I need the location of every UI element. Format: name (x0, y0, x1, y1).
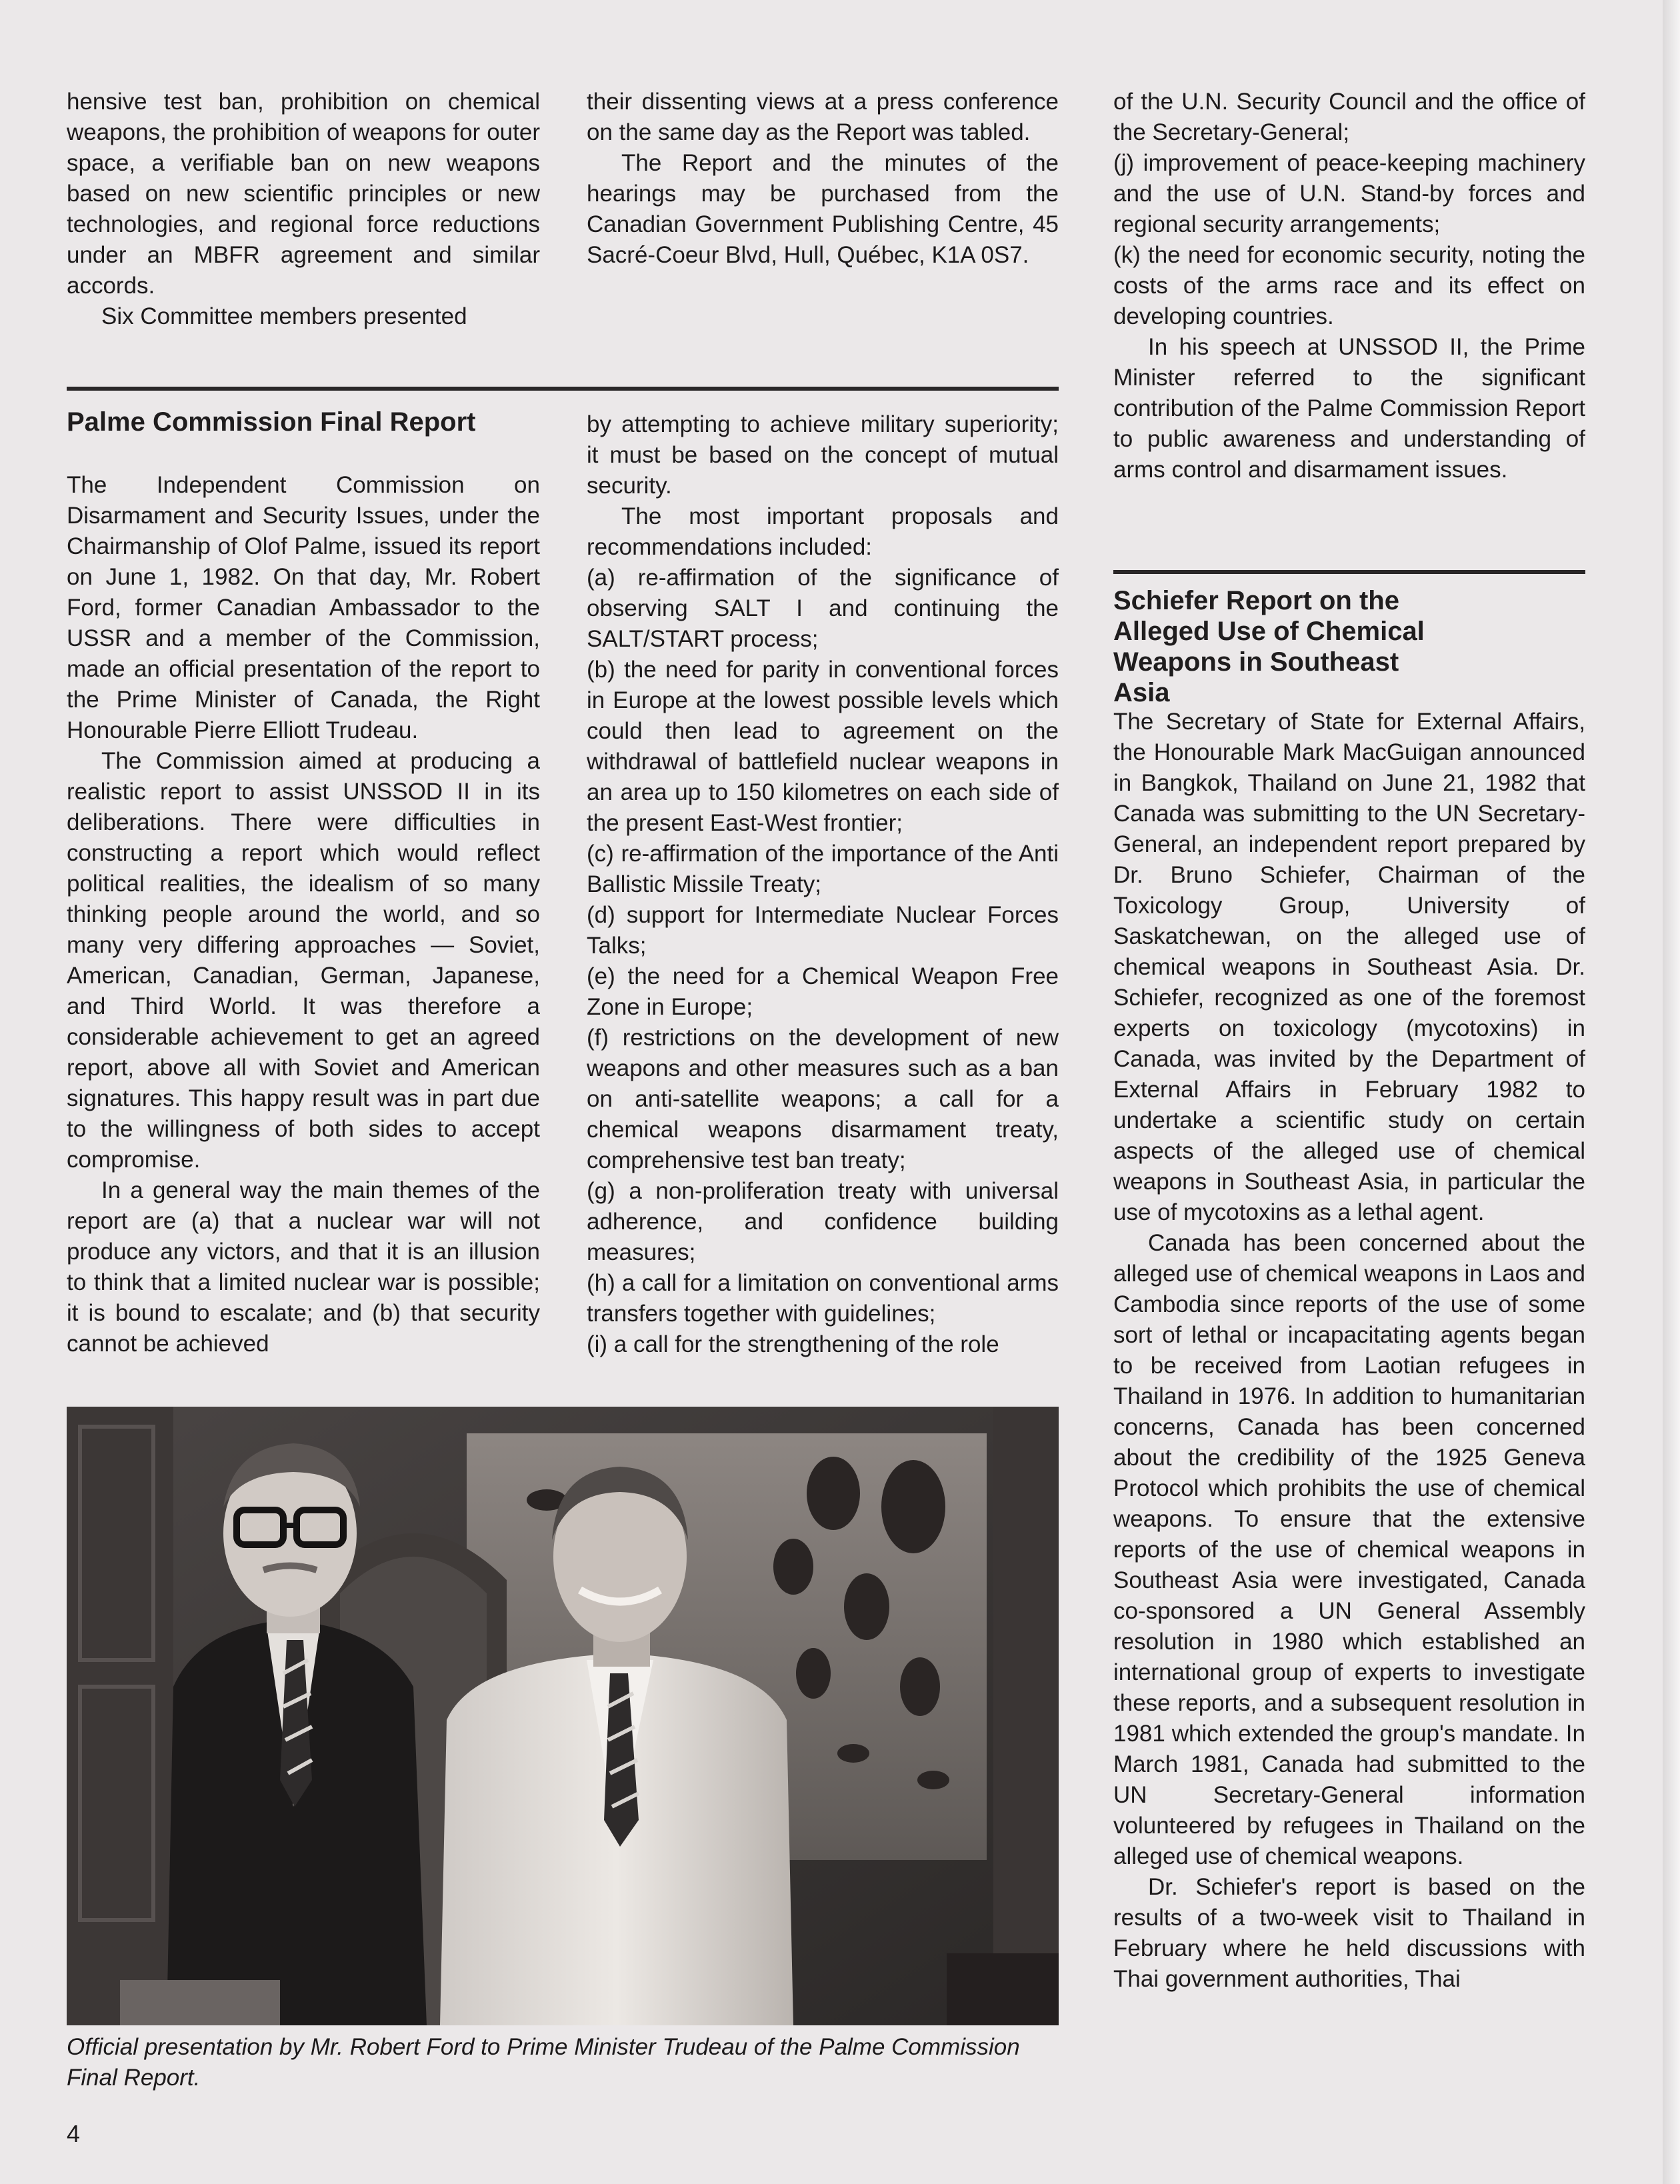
paragraph: their dissenting views at a press conference on the same day as the Report was tabled. (587, 89, 1059, 145)
paragraph: The Commission aimed at producing a realistic report to assist UNSSOD II in its deliberations. There were difficulties in constructing a report which would reflect political realities, the idealism of so many thinking people around the world, and so many very differing approaches — Soviet, American, Canadian, German, Japanese, and Third World. It was therefore a considerable achievement to get an agreed report, above all with Soviet and American signatures. This happy result was in part due to the willingness of both sides to accept compromise. (67, 748, 540, 1173)
page-edge (1663, 0, 1680, 2184)
list-item: (g) a non-proliferation treaty with universal adherence, and confidence building measures; (587, 1178, 1059, 1265)
palme-column3 (1113, 87, 1585, 485)
paragraph: hensive test ban, prohibition on chemical weapons, the prohibition of weapons for outer space, a verifiable ban on new weapons based on new scientific principles or new technologies, and regional force reductions under an MBFR agreement and similar accords. (67, 89, 540, 299)
paragraph: In a general way the main themes of the report are (a) that a nuclear war will not produce any victors, and that it is an illusion to think that a limited nuclear war is possible; it is bound to escalate; and (b) that security cannot be achieved (67, 1177, 540, 1357)
list-item: (b) the need for parity in conventional forces in Europe at the lowest possible levels which could then lead to agreement on the withdrawal of battlefield nuclear weapons in an area up to 150 kilometres on each side of the present East-West frontier; (587, 657, 1059, 836)
list-item: (k) the need for economic security, noting the costs of the arms race and its effect on developing countries. (1113, 242, 1585, 329)
paragraph: Dr. Schiefer's report is based on the results of a two-week visit to Thailand in February where he held discussions with Thai government authorities, Thai (1113, 1874, 1585, 1992)
paragraph: by attempting to achieve military superiority; it must be based on the concept of mutual security. (587, 411, 1059, 499)
list-item: (d) support for Intermediate Nuclear Forces Talks; (587, 902, 1059, 959)
list-item: (j) improvement of peace-keeping machinery and the use of U.N. Stand-by forces and regional security arrangements; (1113, 150, 1585, 237)
paragraph: The Secretary of State for External Affairs, the Honourable Mark MacGuigan announced in Bangkok, Thailand on June 21, 1982 that Canada was submitting to the UN Secretary-General, an independent report prepared by Dr. Bruno Schiefer, Chairman of the Toxicology Group, University of Saskatchewan, on the alleged use of chemical weapons in Southeast Asia. Dr. Schiefer, recognized as one of the foremost experts on toxicology (mycotoxins) in Canada, was invited by the Department of External Affairs in February 1982 to undertake a scientific study on certain aspects of the alleged use of chemical weapons in Southeast Asia, in particular the use of mycotoxins as a lethal agent. (1113, 709, 1585, 1225)
list-item: (a) re-affirmation of the significance of observing SALT I and continuing the SALT/START process; (587, 565, 1059, 652)
column1-top (67, 87, 540, 332)
palme-column1 (67, 470, 540, 1359)
paragraph: Six Committee members presented (101, 303, 467, 329)
paragraph: Canada has been concerned about the alleged use of chemical weapons in Laos and Cambodia since reports of the use of some sort of lethal or incapacitating agents began to be received from Laotian refugees in Thailand in 1976. In addition to humanitarian concerns, Canada has been concerned about the credibility of the 1925 Geneva Protocol which prohibits the use of chemical weapons. To ensure that the extensive reports of the use of chemical weapons in Southeast Asia were investigated, Canada co-sponsored a UN General Assembly resolution in 1980 which established an international group of experts to investigate these reports, and a subsequent resolution in 1981 which extended the group's mandate. In March 1981, Canada had submitted to the UN Secretary-General information volunteered by refugees in Thailand on the alleged use of chemical weapons. (1113, 1230, 1585, 1869)
section-rule (1113, 570, 1585, 574)
photo-caption: Official presentation by Mr. Robert Ford to Prime Minister Trudeau of the Palme Commission Final Report. (67, 2034, 1020, 2091)
paragraph: The Report and the minutes of the hearings may be purchased from the Canadian Government Publishing Centre, 45 Sacré-Coeur Blvd, Hull, Québec, K1A 0S7. (587, 150, 1059, 268)
paragraph: In his speech at UNSSOD II, the Prime Minister referred to the significant contribution of the Palme Commission Report to public awareness and understanding of arms control and disarmament issues. (1113, 334, 1585, 483)
list-item: (i) a call for the strengthening of the role (587, 1331, 999, 1357)
paragraph: The Independent Commission on Disarmament and Security Issues, under the Chairmanship of Olof Palme, issued its report on June 1, 1982. On that day, Mr. Robert Ford, former Canadian Ambassador to the USSR and a member of the Commission, made an official presentation of the report to the Prime Minister of Canada, the Right Honourable Pierre Elliott Trudeau. (67, 472, 540, 743)
palme-heading: Palme Commission Final Report (67, 407, 476, 437)
list-item: (c) re-affirmation of the importance of the Anti Ballistic Missile Treaty; (587, 841, 1059, 897)
schiefer-column (1113, 707, 1585, 1995)
list-item: of the U.N. Security Council and the office of the Secretary-General; (1113, 89, 1585, 145)
list-item: (f) restrictions on the development of new weapons and other measures such as a ban on anti-satellite weapons; a call for a chemical weapons disarmament treaty, comprehensive test ban treaty; (587, 1025, 1059, 1173)
list-item: (e) the need for a Chemical Weapon Free Zone in Europe; (587, 963, 1059, 1020)
section-rule (67, 387, 1059, 391)
page-number: 4 (67, 2120, 81, 2147)
list-item: (h) a call for a limitation on conventional arms transfers together with guidelines; (587, 1270, 1059, 1327)
schiefer-heading: Schiefer Report on the Alleged Use of Chemical Weapons in Southeast Asia (1113, 586, 1425, 707)
column2-top (587, 87, 1059, 271)
paragraph: The most important proposals and recommendations included: (587, 503, 1059, 560)
presentation-photo (67, 1407, 1059, 2025)
palme-column2 (587, 409, 1059, 1360)
